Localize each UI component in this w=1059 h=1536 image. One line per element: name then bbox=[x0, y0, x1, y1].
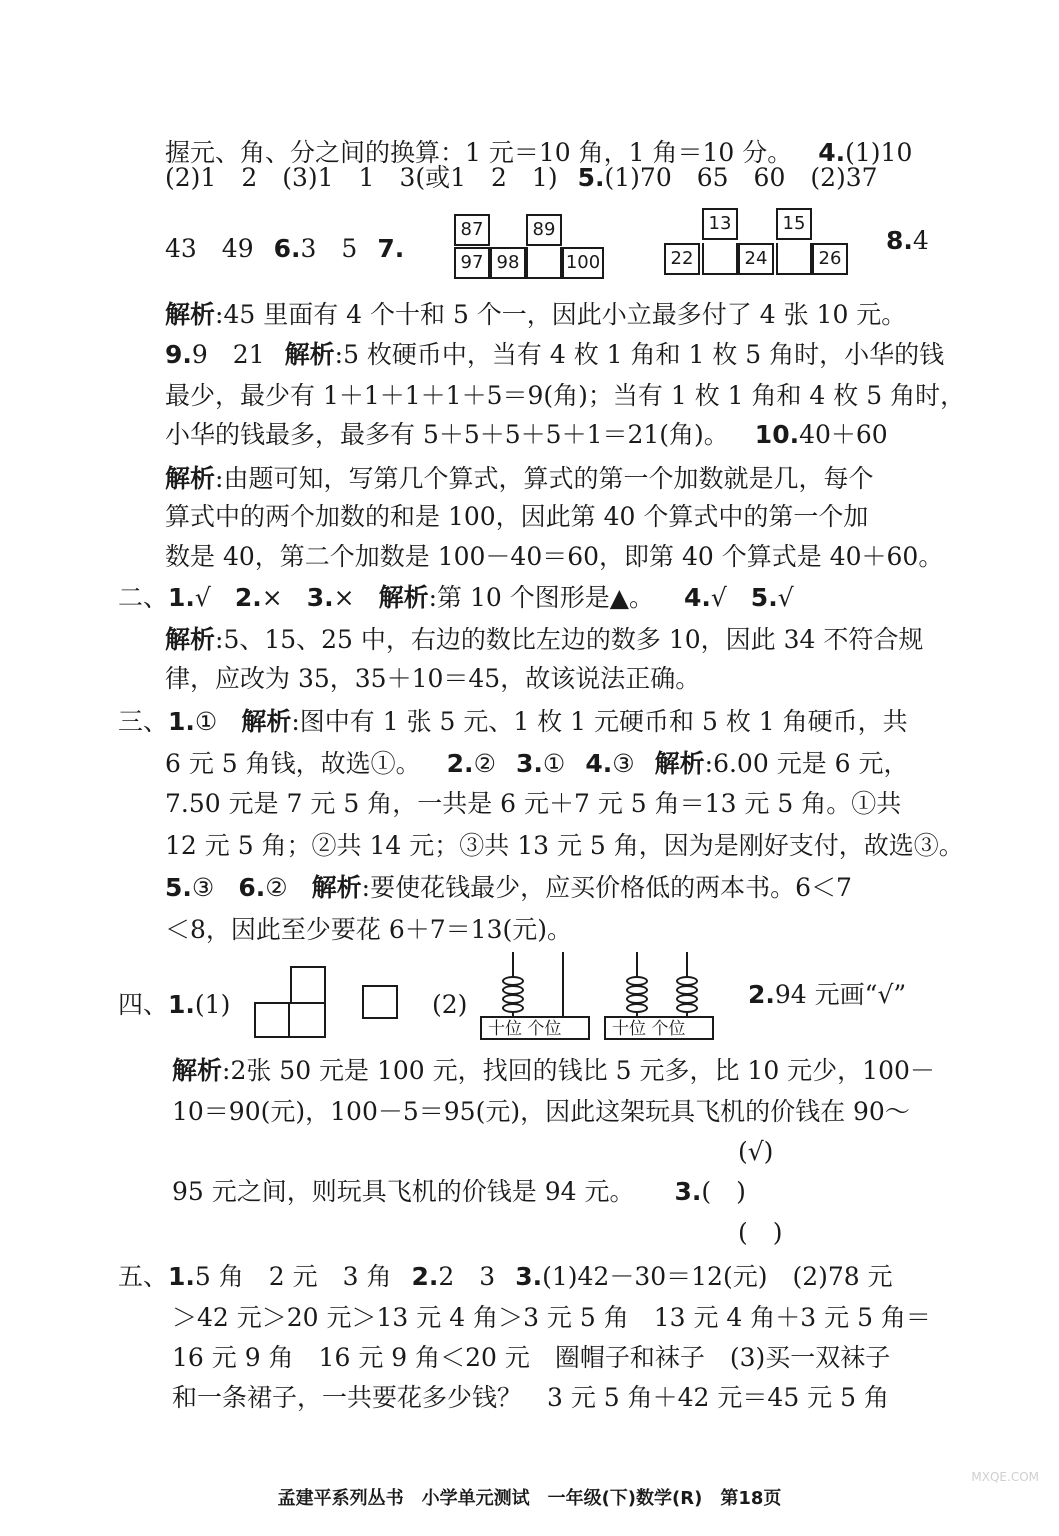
grid-cell: 89 bbox=[526, 214, 562, 246]
choice-box-top: (√) bbox=[738, 1137, 774, 1166]
text-line: 四、1.(1) bbox=[118, 990, 231, 1019]
text-line: 7.50 元是 7 元 5 角，一共是 6 元＋7 元 5 角＝13 元 5 角。①共 bbox=[165, 789, 902, 818]
text-line: 10＝90(元)，100－5＝95(元)，因此这架玩具飞机的价钱在 90～ bbox=[172, 1097, 910, 1126]
text-line: 五、1.5 角 2 元 3 角 2.2 3 3.(1)42－30＝12(元) (2)78 元 bbox=[118, 1262, 893, 1291]
text-line: 律，应改为 35，35＋10＝45，故该说法正确。 bbox=[165, 664, 701, 693]
grid-cell: 26 bbox=[812, 243, 848, 275]
abacus-base-label: 十位 个位 bbox=[604, 1016, 714, 1040]
text-line: 解析:由题可知，写第几个算式，算式的第一个加数就是几，每个 bbox=[165, 464, 874, 493]
abacus-1 bbox=[480, 950, 590, 1042]
page-footer: 孟建平系列丛书 小学单元测试 一年级(下)数学(R) 第18页 bbox=[277, 1488, 782, 1509]
square bbox=[290, 966, 326, 1004]
choice-box-bottom: ( ) bbox=[738, 1218, 783, 1247]
text-line: (2)1 2 (3)1 1 3(或1 2 1) 5.(1)70 65 60 (2)37 bbox=[165, 163, 878, 192]
grid-cell: 22 bbox=[664, 243, 700, 275]
abacus-2 bbox=[604, 950, 714, 1042]
square bbox=[288, 1002, 326, 1038]
text-line: 握元、角、分之间的换算：1 元＝10 角，1 角＝10 分。 4.(1)10 bbox=[165, 138, 913, 167]
grid-cell: 15 bbox=[776, 208, 812, 240]
text-line: 最少，最少有 1＋1＋1＋1＋5＝9(角)；当有 1 枚 1 角和 4 枚 5 角时， bbox=[165, 381, 966, 410]
abacus-bead bbox=[676, 1003, 698, 1013]
text-line: 二、1.√ 2.× 3.× 解析:第 10 个图形是▲。 4.√ 5.√ bbox=[118, 583, 794, 612]
grid-cell-empty bbox=[526, 247, 562, 279]
grid-cell-empty bbox=[702, 243, 738, 275]
text-line: (2) bbox=[432, 990, 468, 1019]
square-single bbox=[362, 985, 398, 1019]
text-line: 数是 40，第二个加数是 100－40＝60，即第 40 个算式是 40＋60。 bbox=[165, 542, 944, 571]
text-line: 解析:5、15、25 中，右边的数比左边的数多 10，因此 34 不符合规 bbox=[165, 625, 924, 654]
abacus-bead bbox=[626, 1003, 648, 1013]
text-line: 解析:2张 50 元是 100 元，找回的钱比 5 元多，比 10 元少，100－ bbox=[172, 1056, 935, 1085]
text-line: 2.94 元画“√” bbox=[748, 980, 907, 1009]
text-line: ＞42 元＞20 元＞13 元 4 角＞3 元 5 角 13 元 4 角＋3 元 5 角＝ bbox=[172, 1303, 931, 1332]
grid-cell: 24 bbox=[738, 243, 774, 275]
text-line: 95 元之间，则玩具飞机的价钱是 94 元。 3.( ) bbox=[172, 1177, 746, 1206]
abacus-rod bbox=[562, 952, 564, 1016]
text-line: ＜8，因此至少要花 6＋7＝13(元)。 bbox=[165, 915, 572, 944]
text-line: 9.9 21 解析:5 枚硬币中，当有 4 枚 1 角和 1 枚 5 角时，小华的钱 bbox=[165, 340, 945, 369]
abacus-base-label: 十位 个位 bbox=[480, 1016, 590, 1040]
grid-cell-empty bbox=[776, 243, 812, 275]
text-line: 解析:45 里面有 4 个十和 5 个一，因此小立最多付了 4 张 10 元。 bbox=[165, 300, 907, 329]
text-line: 16 元 9 角 16 元 9 角＜20 元 圈帽子和袜子 (3)买一双袜子 bbox=[172, 1343, 891, 1372]
text-line: 43 49 6.3 5 7. bbox=[165, 234, 405, 263]
watermark-logo: MXQE.COM bbox=[971, 1470, 1039, 1484]
text-line: 5.③ 6.② 解析:要使花钱最少，应买价格低的两本书。6＜7 bbox=[165, 873, 852, 902]
text-line: 算式中的两个加数的和是 100，因此第 40 个算式中的第一个加 bbox=[165, 502, 869, 531]
grid-cell: 97 bbox=[454, 247, 490, 279]
abacus-bead bbox=[502, 1003, 524, 1013]
text-line: 6 元 5 角钱，故选①。 2.② 3.① 4.③ 解析:6.00 元是 6 元， bbox=[165, 749, 909, 778]
square bbox=[254, 1002, 290, 1038]
grid-cell: 98 bbox=[490, 247, 526, 279]
text-line: 12 元 5 角；②共 14 元；③共 13 元 5 角，因为是刚好支付，故选③。 bbox=[165, 831, 964, 860]
text-line: 和一条裙子，一共要花多少钱？ 3 元 5 角＋42 元＝45 元 5 角 bbox=[172, 1383, 889, 1412]
text-line: 三、1.① 解析:图中有 1 张 5 元、1 枚 1 元硬币和 5 枚 1 角硬币，共 bbox=[118, 707, 908, 736]
text-line: 小华的钱最多，最多有 5＋5＋5＋5＋1＝21(角)。 10.40＋60 bbox=[165, 420, 888, 449]
grid-cell: 87 bbox=[454, 214, 490, 246]
grid-cell: 13 bbox=[702, 208, 738, 240]
grid-cell: 100 bbox=[562, 247, 604, 279]
text-line: 8.4 bbox=[886, 226, 929, 255]
